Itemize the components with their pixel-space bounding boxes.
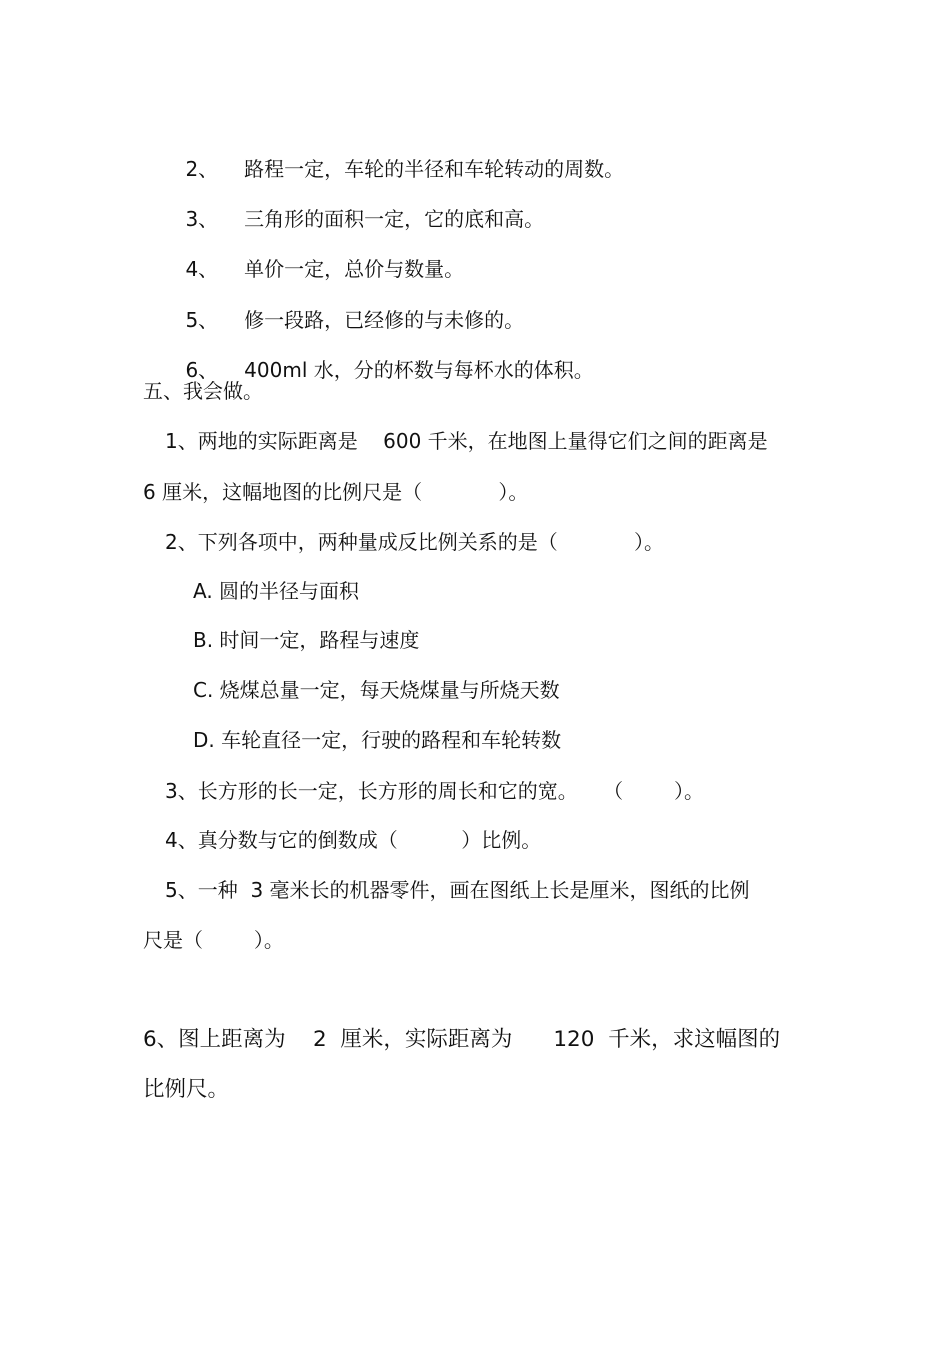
question-1-line-2: 6 厘米，这幅地图的比例尺是（ ）。 [143,480,529,504]
item-text: 路程一定，车轮的半径和车轮转动的周数。 [244,157,625,181]
item-number: 2、 [185,157,219,181]
item-text: 400ml 水，分的杯数与每杯水的体积。 [244,358,594,382]
option-c: C. 烧煤总量一定，每天烧煤量与所烧天数 [193,678,560,702]
question-4: 4、真分数与它的倒数成（ ）比例。 [165,828,542,852]
item-number: 4、 [185,257,219,281]
question-5-line-2: 尺是（ ）。 [143,928,284,952]
item-number: 6、 [185,358,219,382]
question-6-line-1: 6、图上距离为 2 厘米，实际距离为 120 千米，求这幅图的 [143,1027,781,1052]
item-text: 三角形的面积一定，它的底和高。 [244,207,545,231]
question-5-line-1: 5、一种 3 毫米长的机器零件，画在图纸上长是厘米，图纸的比例 [165,878,750,902]
item-number: 5、 [185,308,219,332]
option-a: A. 圆的半径与面积 [193,579,360,603]
item-text: 单价一定，总价与数量。 [244,257,465,281]
question-3: 3、长方形的长一定，长方形的周长和它的宽。 （ ）。 [165,779,705,803]
section-title: 五、我会做。 [143,379,263,403]
option-d: D. 车轮直径一定，行驶的路程和车轮转数 [193,728,562,752]
option-b: B. 时间一定，路程与速度 [193,628,420,652]
item-text: 修一段路，已经修的与未修的。 [244,308,525,332]
item-number: 3、 [185,207,219,231]
question-6-line-2: 比例尺。 [143,1077,230,1102]
question-1-line-1: 1、两地的实际距离是 600 千米，在地图上量得它们之间的距离是 [165,429,768,453]
question-2-stem: 2、下列各项中，两种量成反比例关系的是（ ）。 [165,530,665,554]
